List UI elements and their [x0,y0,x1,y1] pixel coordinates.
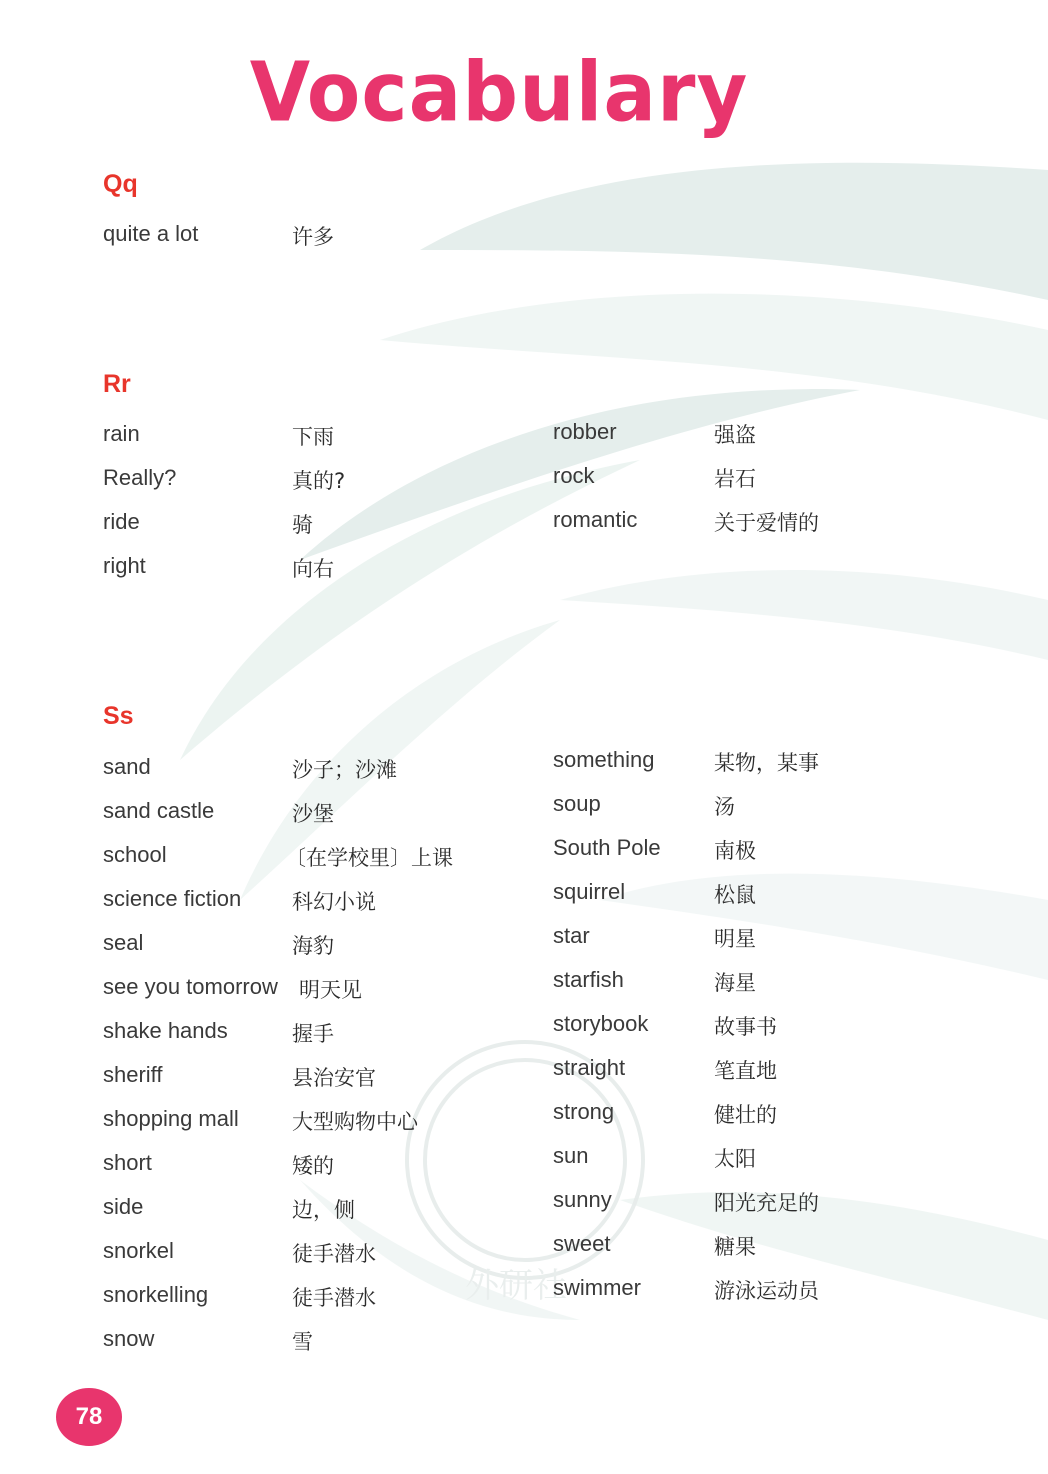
vocab-translation: 某物，某事 [714,751,819,775]
vocab-word: robber [553,419,617,444]
vocab-word: sand castle [103,798,215,823]
vocab-word: rain [103,421,140,446]
vocab-translation: 明天见 [299,978,362,1002]
vocab-translation: 海星 [714,971,756,995]
vocab-translation: 健壮的 [714,1103,777,1127]
vocab-translation: 雪 [292,1330,313,1354]
vocab-word: starfish [553,967,624,992]
vocab-translation: 徒手潜水 [292,1286,376,1310]
letter-heading-q: Qq [103,170,138,198]
vocab-word: sand [103,754,151,779]
vocab-translation: 科幻小说 [292,890,376,914]
vocab-translation: 〔在学校里〕上课 [285,846,453,870]
vocab-translation: 徒手潜水 [292,1242,376,1266]
vocab-word: see you tomorrow [103,974,278,999]
vocab-translation: 大型购物中心 [292,1110,418,1134]
vocab-translation: 向右 [292,557,334,581]
vocab-word: strong [553,1099,615,1124]
vocab-word: school [103,842,167,867]
vocab-word: quite a lot [103,221,199,246]
vocab-translation: 岩石 [714,467,756,491]
vocab-word: shake hands [103,1018,228,1043]
vocab-translation: 故事书 [714,1015,777,1039]
vocab-translation: 许多 [292,225,334,249]
vocab-word: storybook [553,1011,649,1036]
letter-heading-r: Rr [103,370,131,398]
vocab-word: shopping mall [103,1106,239,1131]
vocab-translation: 骑 [292,513,313,537]
vocab-translation: 海豹 [292,934,334,958]
vocab-word: short [103,1150,152,1175]
vocab-word: soup [553,791,601,816]
vocab-translation: 下雨 [292,425,334,449]
vocab-word: straight [553,1055,626,1080]
vocab-translation: 糖果 [714,1235,756,1259]
vocab-word: rock [553,463,595,488]
vocab-translation: 矮的 [292,1154,334,1178]
vocab-word: sweet [553,1231,611,1256]
vocab-translation: 边，侧 [292,1198,355,1222]
vocab-word: swimmer [553,1275,641,1300]
vocab-translation: 阳光充足的 [714,1191,819,1215]
vocab-translation: 关于爱情的 [714,511,819,535]
vocab-word: Really? [103,465,177,490]
vocab-translation: 县治安官 [292,1066,376,1090]
vocab-translation: 明星 [714,927,756,951]
vocab-word: right [103,553,146,578]
page-title: Vocabulary [249,45,749,141]
vocab-word: sunny [553,1187,612,1212]
vocab-translation: 强盗 [714,423,756,447]
vocab-word: sheriff [103,1062,163,1087]
vocab-word: ride [103,509,140,534]
vocab-translation: 笔直地 [714,1059,777,1083]
vocab-word: something [553,747,655,772]
letter-heading-s: Ss [103,702,134,730]
vocab-word: romantic [553,507,638,532]
vocab-translation: 松鼠 [714,883,756,907]
vocab-word: science fiction [103,886,242,911]
vocab-word: seal [103,930,144,955]
vocab-translation: 太阳 [714,1147,756,1171]
vocab-word: star [553,923,590,948]
vocab-word: snow [103,1326,155,1351]
vocab-word: snorkelling [103,1282,209,1307]
vocab-word: squirrel [553,879,626,904]
vocab-translation: 握手 [292,1022,334,1046]
vocab-translation: 沙子；沙滩 [292,758,397,782]
vocab-word: side [103,1194,144,1219]
vocab-word: South Pole [553,835,661,860]
vocab-translation: 汤 [714,795,735,819]
page-number-badge: 78 [56,1388,122,1446]
vocab-word: sun [553,1143,589,1168]
vocab-word: snorkel [103,1238,174,1263]
vocab-translation: 沙堡 [292,802,334,826]
watermark-text: 外研社 [465,1266,567,1306]
vocab-translation: 游泳运动员 [714,1279,819,1303]
vocab-translation: 真的? [292,469,346,493]
vocab-translation: 南极 [714,839,756,863]
